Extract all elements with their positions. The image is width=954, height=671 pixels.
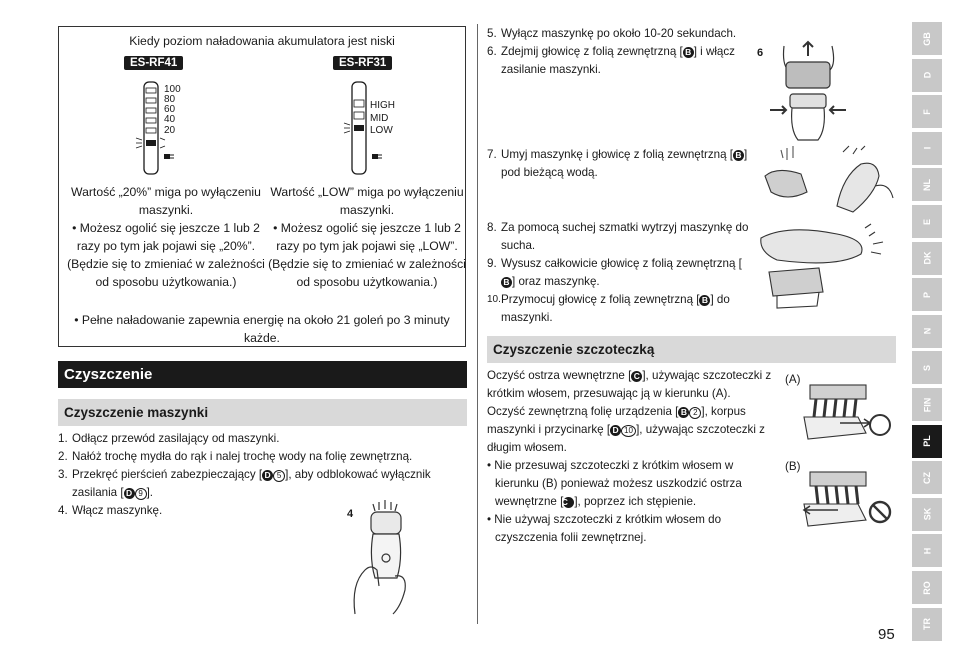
language-tab-fin[interactable]: FIN xyxy=(912,388,942,421)
step-10: 10. Przymocuj głowicę z folią zewnętrzną [ B ] do maszynki. xyxy=(487,293,730,324)
steps-8-10 xyxy=(487,219,752,327)
language-tab-n[interactable]: N xyxy=(912,315,942,348)
ref-badge-c: C xyxy=(563,497,574,508)
figure-b-label: (B) xyxy=(785,460,801,473)
language-tab-e[interactable]: E xyxy=(912,205,942,238)
step-1: 1. Odłącz przewód zasilający od maszynki. xyxy=(58,432,280,445)
ref-badge-d: D xyxy=(124,488,135,499)
step-4: 4. Włącz maszynkę. xyxy=(58,504,163,517)
step-8: 8. Za pomocą suchej szmatki wytrzyj maszynkę do sucha. xyxy=(487,221,749,252)
ref-badge-b: B xyxy=(678,407,689,418)
step-6: 6. Zdejmij głowicę z folią zewnętrzną [ B ] i włącz zasilanie maszynki. xyxy=(487,45,735,76)
brush-warning-1: • Nie przesuwaj szczoteczki z krótkim włosem w kierunku (B) ponieważ możesz uszkodzić ostrza wewnętrzne [C ], poprzez ich stępienie. xyxy=(487,459,742,508)
ref-badge-d: D xyxy=(262,470,273,481)
ref-badge-b: B xyxy=(733,150,744,161)
step-9: 9. Wysusz całkowicie głowicę z folią zewnętrzną [B ] oraz maszynkę. xyxy=(487,257,742,288)
ref-badge-b: B xyxy=(699,295,710,306)
figure-a-label: (A) xyxy=(785,373,801,386)
battery-full-charge-note: • Pełne naładowanie zapewnia energię na około 21 goleń po 3 minuty każde. xyxy=(74,313,450,345)
battery-right-desc1: Wartość „LOW” miga po wyłączeniu maszynki. xyxy=(270,185,464,217)
step-7: 7. Umyj maszynkę i głowicę z folią zewnętrzną [ B ] pod bieżącą wodą. xyxy=(487,148,748,179)
language-tab-p[interactable]: P xyxy=(912,278,942,311)
language-tab-pl[interactable]: PL xyxy=(912,425,942,458)
shaver-steps-continued xyxy=(487,25,752,79)
remove-head-illustration xyxy=(768,40,852,140)
language-tab-ro[interactable]: RO xyxy=(912,571,942,604)
step-2: 2. Nałóż trochę mydła do rąk i nalej trochę wody na folię zewnętrzną. xyxy=(58,450,413,463)
language-tab-i[interactable]: I xyxy=(912,132,942,165)
language-tab-h[interactable]: H xyxy=(912,534,942,567)
language-tab-d[interactable]: D xyxy=(912,59,942,92)
shaver-hand-illustration xyxy=(335,498,415,616)
battery-right-desc2: • Możesz ogolić się jeszcze 1 lub 2 razy po tym jak pojawi się „LOW”. (Będzie się to zmieniać w zależności od sposobu użytkowania.) xyxy=(268,221,466,289)
ref-number: 9 xyxy=(135,488,147,500)
brush-instructions xyxy=(487,367,775,547)
battery-left-desc2: • Możesz ogolić się jeszcze 1 lub 2 razy po tym jak pojawi się „20%”. (Będzie się to zmieniać w zależności od sposobu użytkowania.) xyxy=(67,221,265,289)
step-5: 5. Wyłącz maszynkę po około 10-20 sekundach. xyxy=(487,27,737,40)
brush-direction-a-illustration xyxy=(796,383,896,455)
step-3: 3. Przekręć pierścień zabezpieczający [ D 5 ], aby odblokować wyłącznik zasilania [ D 9 ]. xyxy=(58,468,431,499)
brush-cleaning-title: Czyszczenie szczoteczką xyxy=(487,336,896,363)
brush-paragraph-1: Oczyść ostrza wewnętrzne [ C ], używając szczoteczki z krótkim włosem, przesuwając ją w kierunku (A). xyxy=(487,369,772,400)
brush-direction-b-illustration xyxy=(796,470,896,542)
battery-heading: Kiedy poziom naładowania akumulatora jest niski xyxy=(129,34,395,48)
language-tab-tr[interactable]: TR xyxy=(912,608,942,641)
language-tab-nl[interactable]: NL xyxy=(912,168,942,201)
ref-badge-b: B xyxy=(683,47,694,58)
rinse-under-water-illustration xyxy=(757,146,897,218)
language-tab-f[interactable]: F xyxy=(912,95,942,128)
ref-number: 2 xyxy=(689,407,701,419)
battery-levels-left: 100 80 60 40 20 xyxy=(164,84,181,136)
cleaning-title: Czyszczenie xyxy=(58,361,467,388)
figure-6-label: 6 xyxy=(757,47,764,59)
model-badge-right: ES-RF31 xyxy=(333,56,392,70)
figure-4-label: 4 xyxy=(347,508,354,520)
battery-levels-right: HIGH MID LOW xyxy=(370,100,395,136)
language-tab-cz[interactable]: CZ xyxy=(912,461,942,494)
ref-number: 10 xyxy=(621,425,636,437)
page-number: 95 xyxy=(878,626,895,643)
shaver-cleaning-title: Czyszczenie maszynki xyxy=(58,399,467,426)
model-badge-left: ES-RF41 xyxy=(124,56,183,70)
language-tab-s[interactable]: S xyxy=(912,351,942,384)
ref-badge-d: D xyxy=(610,425,621,436)
dry-shaver-illustration xyxy=(757,222,892,314)
ref-number: 5 xyxy=(273,470,285,482)
language-tab-dk[interactable]: DK xyxy=(912,242,942,275)
brush-warning-2: • Nie używaj szczoteczki z krótkim włosem do czyszczenia folii zewnętrznej. xyxy=(487,513,722,544)
column-divider xyxy=(477,24,478,624)
ref-badge-c: C xyxy=(631,371,642,382)
ref-badge-b: B xyxy=(501,277,512,288)
brush-paragraph-2: Oczyść zewnętrzną folię urządzenia [ B 2 ], korpus maszynki i przycinarkę [ D 10 ], używając szczoteczki z długim włosem. xyxy=(487,405,765,454)
battery-left-desc1: Wartość „20%” miga po wyłączeniu maszynki. xyxy=(71,185,261,217)
language-tab-sk[interactable]: SK xyxy=(912,498,942,531)
language-tab-gb[interactable]: GB xyxy=(912,22,942,55)
